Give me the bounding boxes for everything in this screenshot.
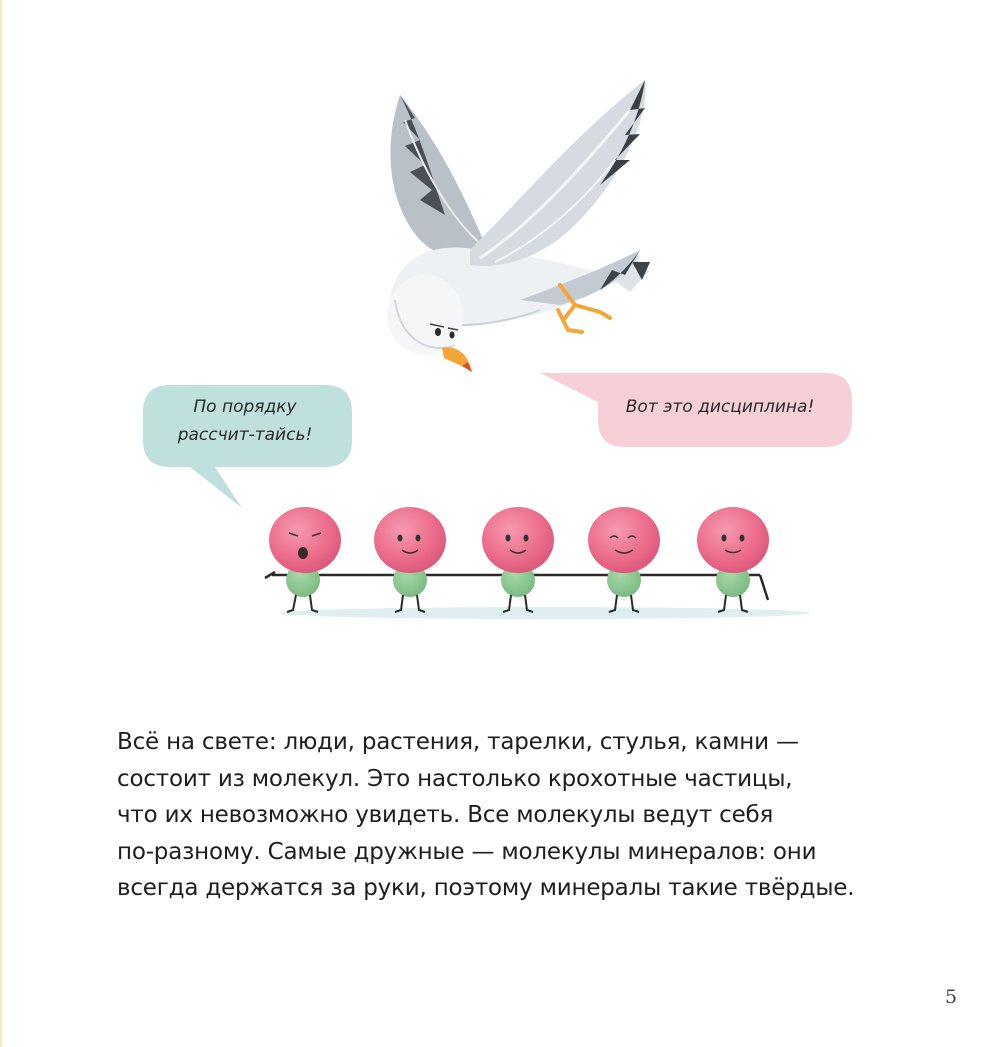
paragraph-line-2: состоит из молекул. Это настолько крохотные частицы, [117,765,793,792]
page-number: 5 [944,986,958,1008]
speech-right-text: Вот это дисциплина! [625,397,815,417]
molecule-2 [374,507,446,612]
molecule-4 [588,507,660,612]
paragraph-line-5: всегда держатся за руки, поэтому минералы такие твёрдые. [117,875,855,901]
molecule-5 [697,507,769,612]
ground-shadow [280,607,810,619]
seagull-illustration [387,80,650,372]
speech-left-text [150,393,340,449]
speech-left-line-1: По порядку [193,397,297,417]
paragraph-line-3: что их невозможно увидеть. Все молекулы ведут себя [117,802,774,828]
speech-left-line-2: рассчит-тайсь! [177,425,313,445]
paragraph-line-4: по-разному. Самые дружные — молекулы минералов: они [117,838,817,865]
molecule-1 [269,507,341,612]
paragraph-line-1: Всё на свете: люди, растения, тарелки, стулья, камни — [117,729,799,755]
body-paragraph [117,724,917,907]
molecule-3 [482,507,554,612]
